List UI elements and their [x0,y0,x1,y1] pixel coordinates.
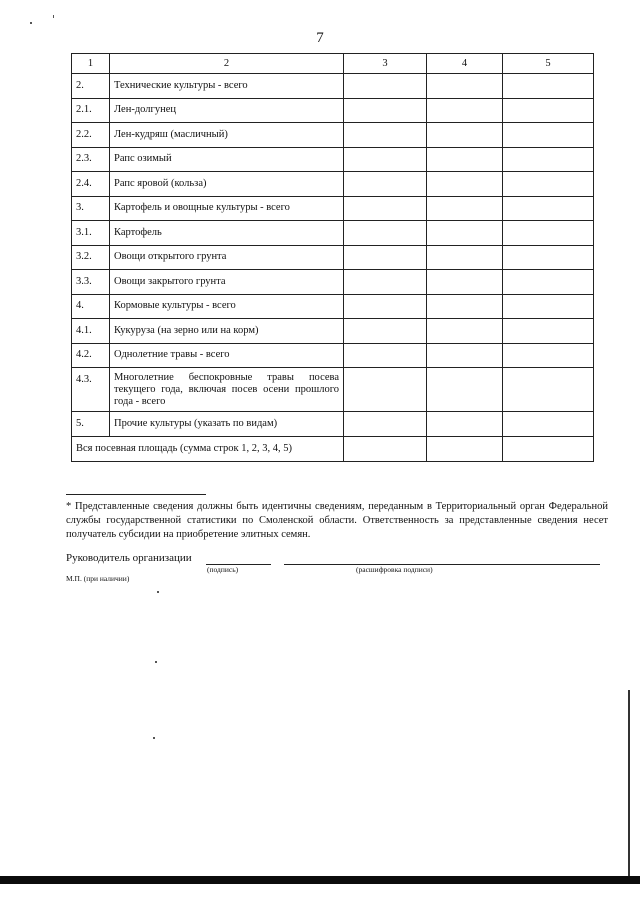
value-cell[interactable] [344,172,427,197]
value-cell[interactable] [427,147,503,172]
value-cell[interactable] [344,368,427,412]
value-cell[interactable] [503,123,594,148]
scan-edge [628,690,630,876]
value-cell[interactable] [344,294,427,319]
row-name: Лен-долгунец [110,98,344,123]
value-cell[interactable] [344,147,427,172]
value-cell[interactable] [427,98,503,123]
row-name: Кукуруза (на зерно или на корм) [110,319,344,344]
scan-speck [53,15,54,18]
row-name: Прочие культуры (указать по видам) [110,412,344,437]
row-name: Рапс озимый [110,147,344,172]
signature-decoding-line [284,564,600,565]
value-cell[interactable] [427,368,503,412]
row-number: 3.3. [72,270,110,295]
header-cell: 5 [503,54,594,74]
value-cell[interactable] [503,221,594,246]
row-name: Технические культуры - всего [110,74,344,99]
row-number: 3.2. [72,245,110,270]
value-cell[interactable] [427,74,503,99]
table-row [72,368,594,412]
table-header-row [72,54,594,74]
value-cell[interactable] [427,436,503,461]
page-number: 7 [316,30,324,46]
value-cell[interactable] [427,412,503,437]
row-number: 2.1. [72,98,110,123]
value-cell[interactable] [503,196,594,221]
value-cell[interactable] [427,294,503,319]
signature-label: Руководитель организации [66,552,192,564]
footnote-text: * Представленные сведения должны быть идентичны сведениям, переданным в Территориальный орган Федеральной службы государственной статистики по Смоленской области. Ответственность за представленные сведения несет получатель субсидии на приобретение элитных семян. [66,501,608,540]
footnote-divider [66,494,206,495]
scan-speck [157,591,159,593]
row-name: Картофель [110,221,344,246]
header-cell: 4 [427,54,503,74]
table-row [72,147,594,172]
table-row [72,245,594,270]
header-cell: 2 [110,54,344,74]
value-cell[interactable] [503,98,594,123]
row-number: 3. [72,196,110,221]
value-cell[interactable] [503,368,594,412]
row-name: Кормовые культуры - всего [110,294,344,319]
table-row [72,319,594,344]
value-cell[interactable] [427,245,503,270]
value-cell[interactable] [427,221,503,246]
row-number: 2.3. [72,147,110,172]
row-number: 4. [72,294,110,319]
row-number: 5. [72,412,110,437]
table-row [72,172,594,197]
row-name: Многолетние беспокровные травы посева текущего года, включая посев осени прошлого года - всего [110,368,344,412]
row-number: 4.3. [72,368,110,412]
value-cell[interactable] [344,221,427,246]
header-cell: 1 [72,54,110,74]
value-cell[interactable] [503,436,594,461]
table-row [72,74,594,99]
table-row [72,98,594,123]
value-cell[interactable] [344,319,427,344]
scan-speck [155,661,157,663]
value-cell[interactable] [503,319,594,344]
table-row [72,196,594,221]
value-cell[interactable] [344,436,427,461]
table-row [72,343,594,368]
signature-caption: (подпись) [207,565,239,574]
scan-speck [153,737,155,739]
scan-border [0,876,640,884]
value-cell[interactable] [427,123,503,148]
value-cell[interactable] [503,412,594,437]
value-cell[interactable] [344,270,427,295]
row-name: Однолетние травы - всего [110,343,344,368]
row-name: Лен-кудряш (масличный) [110,123,344,148]
value-cell[interactable] [344,412,427,437]
table-total-row [72,436,594,461]
value-cell[interactable] [344,245,427,270]
value-cell[interactable] [344,343,427,368]
row-number: 4.2. [72,343,110,368]
decoding-caption: (расшифровка подписи) [356,565,433,574]
row-number: 3.1. [72,221,110,246]
table-row [72,412,594,437]
row-number: 2. [72,74,110,99]
row-name: Картофель и овощные культуры - всего [110,196,344,221]
table-row [72,221,594,246]
value-cell[interactable] [503,245,594,270]
value-cell[interactable] [503,74,594,99]
stamp-note: М.П. (при наличии) [66,574,130,583]
total-label: Вся посевная площадь (сумма строк 1, 2, 3, 4, 5) [72,436,344,461]
row-number: 4.1. [72,319,110,344]
scan-speck [30,22,32,24]
value-cell[interactable] [427,196,503,221]
row-number: 2.2. [72,123,110,148]
value-cell[interactable] [344,123,427,148]
value-cell[interactable] [503,270,594,295]
table-row [72,294,594,319]
row-name: Рапс яровой (кольза) [110,172,344,197]
value-cell[interactable] [427,343,503,368]
row-name: Овощи закрытого грунта [110,270,344,295]
value-cell[interactable] [427,172,503,197]
value-cell[interactable] [503,294,594,319]
table-row [72,123,594,148]
value-cell[interactable] [344,98,427,123]
value-cell[interactable] [503,147,594,172]
row-number: 2.4. [72,172,110,197]
value-cell[interactable] [503,172,594,197]
value-cell[interactable] [427,270,503,295]
value-cell[interactable] [344,196,427,221]
table-row [72,270,594,295]
row-name: Овощи открытого грунта [110,245,344,270]
crop-area-table [71,53,594,462]
value-cell[interactable] [427,319,503,344]
value-cell[interactable] [344,74,427,99]
value-cell[interactable] [503,343,594,368]
header-cell: 3 [344,54,427,74]
